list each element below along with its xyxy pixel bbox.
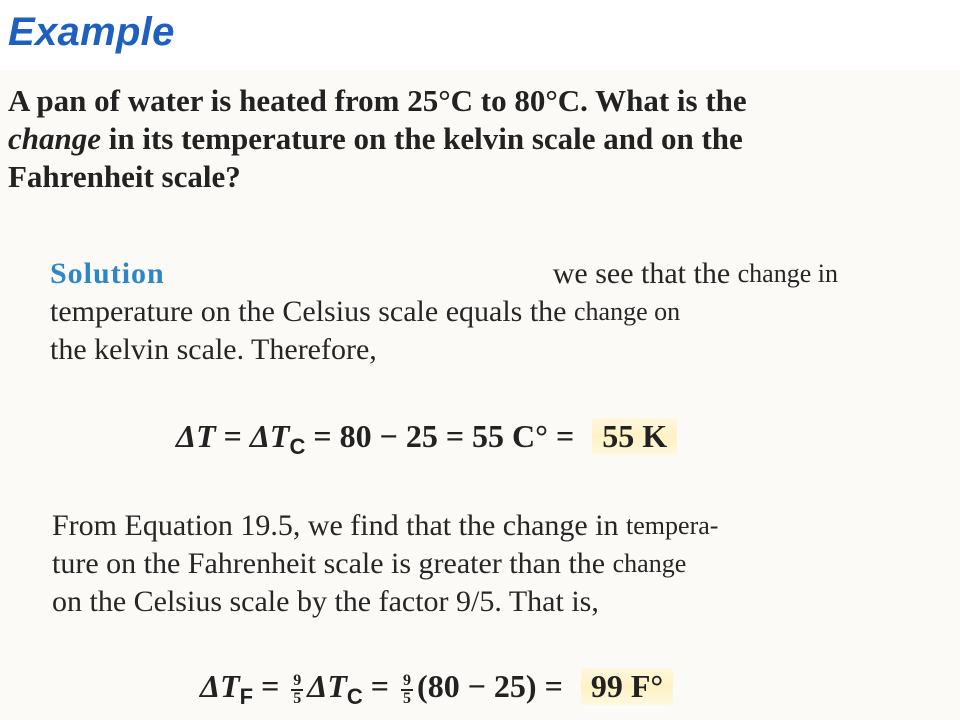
paragraph-2-line-3: on the Celsius scale by the factor 9/5. That is, <box>52 585 599 618</box>
solution-line-2 <box>50 293 955 331</box>
answer-fahrenheit: 99 F° <box>581 668 673 705</box>
problem-line-3: Fahrenheit scale? <box>8 159 241 194</box>
solution-line-1-tail: we see that the <box>552 257 731 290</box>
problem-line-2 <box>8 120 956 158</box>
fraction-numerator: 9 <box>293 672 302 689</box>
equals-sign: = <box>215 418 250 454</box>
solution-line-3: the kelvin scale. Therefore, <box>50 333 377 366</box>
paragraph-2-line-2 <box>52 545 957 583</box>
delta-t: ΔT <box>176 418 216 454</box>
fraction-nine-fifths <box>291 673 303 707</box>
solution-line-2-main: temperature on the Celsius scale equals the <box>50 295 567 328</box>
delta-t-f: ΔT <box>200 668 240 704</box>
fraction-numerator: 9 <box>403 672 412 689</box>
solution-paragraph <box>50 255 955 369</box>
paragraph-2-line-1-main: From Equation 19.5, we find that the change in <box>52 509 619 542</box>
paragraph-2-line-2-clipped: change <box>612 549 687 578</box>
equation-kelvin <box>176 418 677 460</box>
equals-sign: = <box>253 668 288 704</box>
subscript-c: C <box>346 684 363 709</box>
fraction-denominator: 5 <box>403 690 412 707</box>
fraction-denominator: 5 <box>293 690 302 707</box>
problem-line-1: A pan of water is heated from 25°C to 80°C. What is the <box>8 83 747 118</box>
solution-line-1 <box>50 255 955 293</box>
problem-line-2-rest: in its temperature on the kelvin scale and on the <box>101 121 743 156</box>
paragraph-2 <box>52 507 957 621</box>
equals-sign-2: = <box>362 668 398 704</box>
paragraph-2-line-1-clipped: tempera- <box>626 511 719 540</box>
problem-emphasis-change: change <box>8 121 101 156</box>
delta-t-c: ΔT <box>249 418 290 454</box>
solution-heading: Solution <box>50 257 165 290</box>
equation-rhs: (80 − 25) = <box>417 668 571 704</box>
solution-line-2-clipped: change on <box>574 297 681 326</box>
answer-kelvin: 55 K <box>592 418 677 455</box>
problem-statement <box>8 82 956 196</box>
subscript-f: F <box>239 684 254 709</box>
fraction-nine-fifths-2 <box>401 673 413 707</box>
equation-fahrenheit <box>200 668 673 710</box>
paragraph-2-line-2-main: ture on the Fahrenheit scale is greater than the <box>52 547 606 580</box>
solution-line-1-clipped: change in <box>737 259 838 288</box>
equation-rhs: = 80 − 25 = 55 C° = <box>305 418 583 454</box>
delta-t-c: ΔT <box>307 668 347 704</box>
paragraph-2-line-1 <box>52 507 957 545</box>
slide-title: Example <box>8 10 175 54</box>
subscript-c: C <box>289 434 306 459</box>
